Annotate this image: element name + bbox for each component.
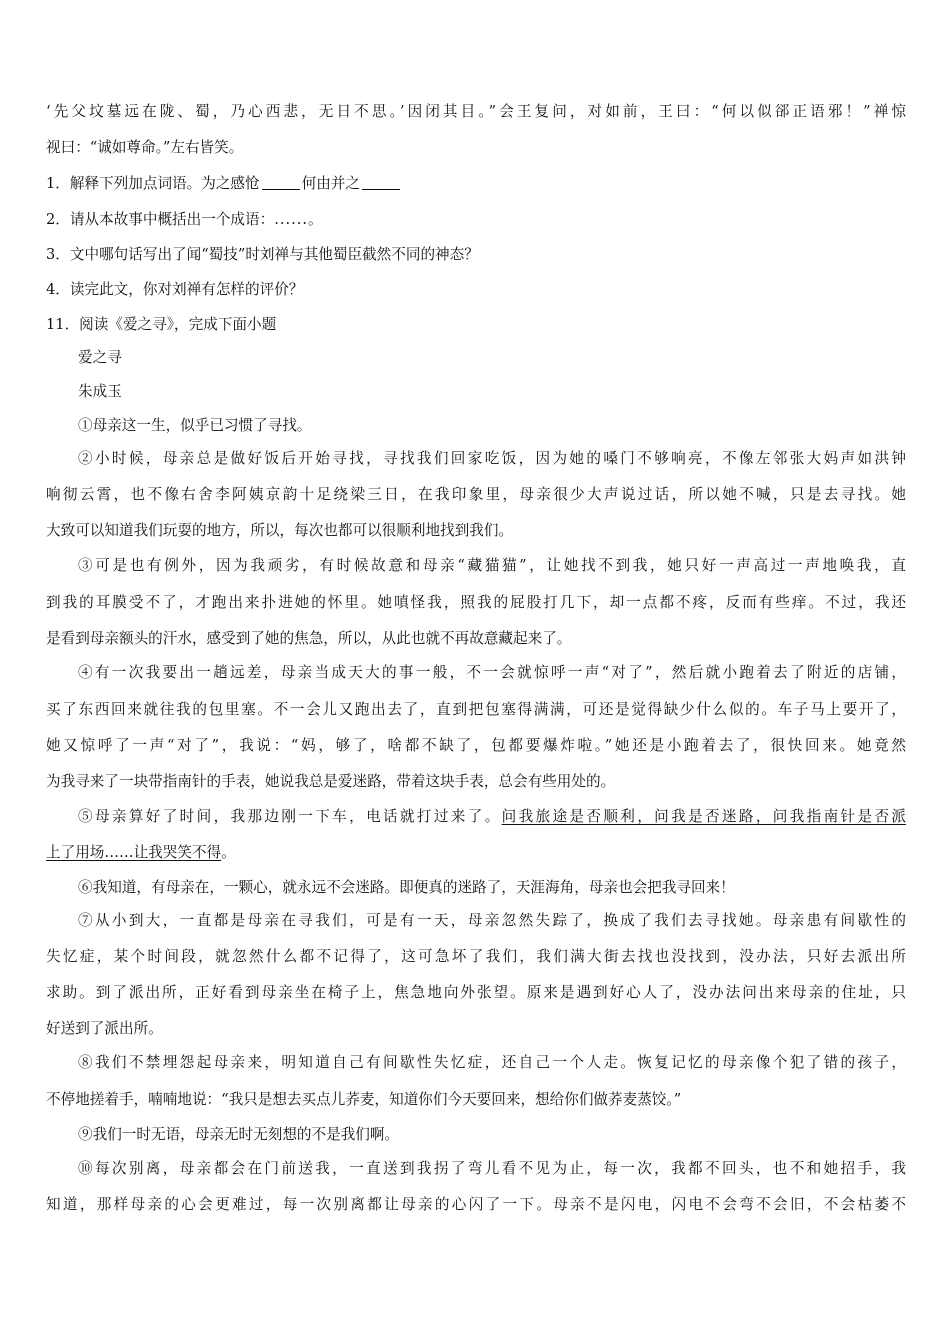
- paragraph-7-line: 求助。到了派出所，正好看到母亲坐在椅子上，焦急地向外张望。原来是遇到好心人了，没办法问出来母亲的住址，只: [46, 984, 906, 1001]
- paragraph-5-line: [46, 843, 906, 863]
- section-11-prompt: 11．阅读《爱之寻》，完成下面小题: [46, 316, 277, 333]
- underlined-sentence: 上了用场……让我哭笑不得: [46, 844, 222, 861]
- paragraph-3-line: ③可是也有例外，因为我顽劣，有时候故意和母亲“藏猫猫”，让她找不到我，她只好一声高过一声地唤我，直: [78, 557, 906, 574]
- question-1: [46, 174, 906, 194]
- paragraph-10-line: 知道，那样母亲的心会更难过，每一次别离都让母亲的心闪了一下。母亲不是闪电，闪电不会弯不会旧，不会枯萎不: [46, 1196, 906, 1213]
- paragraph-8-line: 不停地搓着手，喃喃地说：“我只是想去买点儿荞麦，知道你们今天要回来，想给你们做荞麦蒸饺。”: [46, 1091, 682, 1108]
- paragraph-5-end: 。: [221, 844, 236, 861]
- paragraph-3-line: 到我的耳膜受不了，才跑出来扑进她的怀里。她嗔怪我，照我的屁股打几下，却一点都不疼，反而有些痒。不过，我还: [46, 594, 906, 611]
- question-3: 3．文中哪句话写出了闻“蜀技”时刘禅与其他蜀臣截然不同的神态？: [46, 246, 479, 263]
- paragraph-3-line: 是看到母亲额头的汗水，感受到了她的焦急，所以，从此也就不再故意藏起来了。: [46, 630, 572, 647]
- paragraph-1: ①母亲这一生，似乎已习惯了寻找。: [78, 417, 312, 434]
- text-line: ‘先父坟墓远在陇、蜀，乃心西悲，无日不思。’因闭其目。”会王复问，对如前，王曰：“何以似郤正语邪！”禅惊: [46, 103, 906, 120]
- question-1-text: 1．解释下列加点词语。为之感怆: [46, 175, 260, 192]
- paragraph-5-text: ⑤母亲算好了时间，我那边刚一下车，电话就打过来了。: [78, 808, 502, 825]
- paragraph-10-line: ⑩每次别离，母亲都会在门前送我，一直送到我拐了弯儿看不见为止，每一次，我都不回头，也不和她招手，我: [78, 1160, 906, 1177]
- answer-blank[interactable]: [262, 175, 300, 190]
- paragraph-2-line: 大致可以知道我们玩耍的地方，所以，每次也都可以很顺利地找到我们。: [46, 522, 514, 539]
- underlined-sentence: 问我旅途是否顺利，问我是否迷路，问我指南针是否派: [501, 808, 906, 825]
- paragraph-7-line: 失忆症，某个时间段，就忽然什么都不记得了，这可急坏了我们，我们满大街去找也没找到，没办法，只好去派出所: [46, 948, 906, 965]
- question-2-end: 。: [308, 211, 323, 228]
- question-2: [46, 210, 906, 230]
- question-2-text: 2．请从本故事中概括出一个成语：: [46, 211, 275, 228]
- paragraph-6: ⑥我知道，有母亲在，一颗心，就永远不会迷路。即便真的迷路了，天涯海角，母亲也会把我寻回来！: [78, 879, 735, 896]
- paragraph-4-line: 为我寻来了一块带指南针的手表，她说我总是爱迷路，带着这块手表，总会有些用处的。: [46, 773, 616, 790]
- question-1-text-2: 何由并之: [301, 175, 360, 192]
- paragraph-4-line: 买了东西回来就往我的包里塞。不一会儿又跑出去了，直到把包塞得满满，可还是觉得缺少什么似的。车子马上要开了，: [46, 701, 906, 718]
- paragraph-8-line: ⑧我们不禁埋怨起母亲来，明知道自己有间歇性失忆症，还自己一个人走。恢复记忆的母亲像个犯了错的孩子，: [78, 1054, 906, 1071]
- text-line: 视曰：“诚如尊命。”左右皆笑。: [46, 139, 244, 156]
- paragraph-2-line: 响彻云霄，也不像右舍李阿姨京韵十足绕梁三日，在我印象里，母亲很少大声说过话，所以她不喊，只是去寻找。她: [46, 486, 906, 503]
- paragraph-5-line: [78, 807, 906, 827]
- paragraph-7-line: 好送到了派出所。: [46, 1020, 163, 1037]
- article-title: 爱之寻: [78, 349, 122, 366]
- answer-dots: ......: [274, 211, 309, 228]
- question-4: 4．读完此文，你对刘禅有怎样的评价？: [46, 281, 304, 298]
- paragraph-4-line: 她又惊呼了一声“对了”，我说：“妈，够了，啥都不缺了，包都要爆炸啦。”她还是小跑着去了，很快回来。她竟然: [46, 737, 906, 754]
- paragraph-9: ⑨我们一时无语，母亲无时无刻想的不是我们啊。: [78, 1126, 400, 1143]
- answer-blank[interactable]: [362, 175, 400, 190]
- article-author: 朱成玉: [78, 383, 122, 400]
- paragraph-2-line: ②小时候，母亲总是做好饭后开始寻找，寻找我们回家吃饭，因为她的嗓门不够响亮，不像左邻张大妈声如洪钟: [78, 450, 906, 467]
- paragraph-4-line: ④有一次我要出一趟远差，母亲当成天大的事一般，不一会就惊呼一声“对了”，然后就小跑着去了附近的店铺，: [78, 664, 906, 681]
- paragraph-7-line: ⑦从小到大，一直都是母亲在寻我们，可是有一天，母亲忽然失踪了，换成了我们去寻找她。母亲患有间歇性的: [78, 912, 906, 929]
